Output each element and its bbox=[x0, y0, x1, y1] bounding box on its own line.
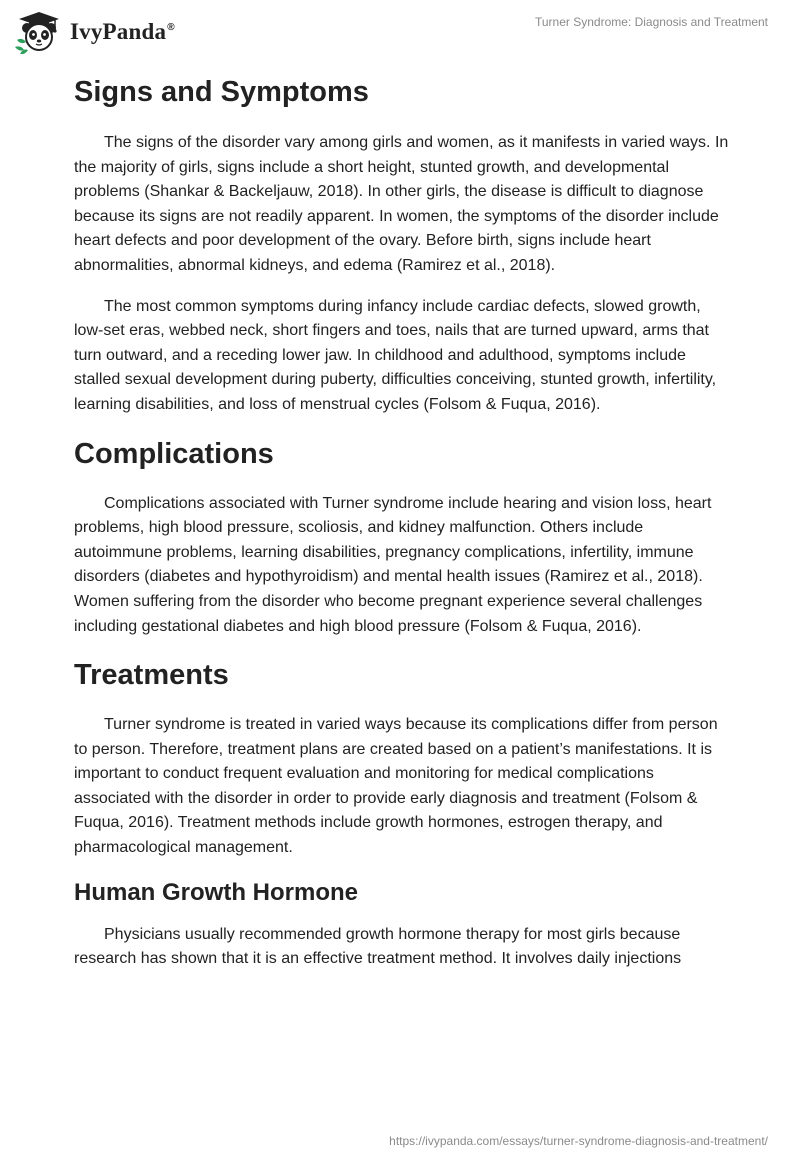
brand-name: IvyPanda® bbox=[70, 19, 175, 44]
essay-content bbox=[74, 70, 734, 972]
paragraph-treatments-1: Turner syndrome is treated in varied ways because its complications differ from person to person. Therefore, treatment plans are created based on a patient’s manifestations. It is important to conduct frequent evaluation and monitoring for medical complications associated with the disorder in order to provide early diagnosis and treatment (Folsom & Fuqua, 2016). Treatment methods include growth hormones, estrogen therapy, and pharmacological management. bbox=[74, 716, 718, 857]
heading-treatments: Treatments bbox=[74, 659, 229, 692]
heading-complications: Complications bbox=[74, 437, 274, 470]
panda-icon bbox=[14, 10, 64, 54]
paragraph-signs-1: The signs of the disorder vary among girls and women, as it manifests in varied ways. In the majority of girls, signs include a short height, stunted growth, and developmental problems (Shankar & Backeljauw, 2018). In other girls, the disease is difficult to diagnose because its signs are not readily apparent. In women, the symptoms of the disorder include heart defects and poor development of the ovary. Before birth, signs include heart abnormalities, abnormal kidneys, and edema (Ramirez et al., 2018). bbox=[74, 134, 729, 274]
paragraph-signs-2: The most common symptoms during infancy include cardiac defects, slowed growth, low-set eras, webbed neck, short fingers and toes, nails that are turned upward, arms that turn outward, and a receding lower jaw. In childhood and adulthood, symptoms include stalled sexual development during puberty, difficulties conceiving, stunted growth, infertility, learning disabilities, and loss of menstrual cycles (Folsom & Fuqua, 2016). bbox=[74, 297, 717, 413]
source-url-link[interactable]: https://ivypanda.com/essays/turner-syndrome-diagnosis-and-treatment/ bbox=[389, 1134, 768, 1148]
paragraph-complications-1: Complications associated with Turner syndrome include hearing and vision loss, heart problems, high blood pressure, scoliosis, and kidney malfunction. Others include autoimmune problems, learning disabilities, pregnancy complications, infertility, immune disorders (diabetes and hypothyroidism) and mental health issues (Ramirez et al., 2018). Women suffering from the disorder who become pregnant experience several challenges including gestational diabetes and high blood pressure (Folsom & Fuqua, 2016). bbox=[74, 494, 712, 635]
paragraph-hgh-1: Physicians usually recommended growth hormone therapy for most girls because research has shown that it is an effective treatment method. It involves daily injections bbox=[74, 925, 682, 968]
ivypanda-logo[interactable] bbox=[14, 8, 175, 56]
document-title: Turner Syndrome: Diagnosis and Treatment bbox=[535, 15, 768, 29]
heading-signs-and-symptoms: Signs and Symptoms bbox=[74, 76, 369, 108]
registered-mark: ® bbox=[167, 22, 175, 34]
heading-human-growth-hormone: Human Growth Hormone bbox=[74, 878, 359, 906]
page-header bbox=[0, 0, 800, 60]
